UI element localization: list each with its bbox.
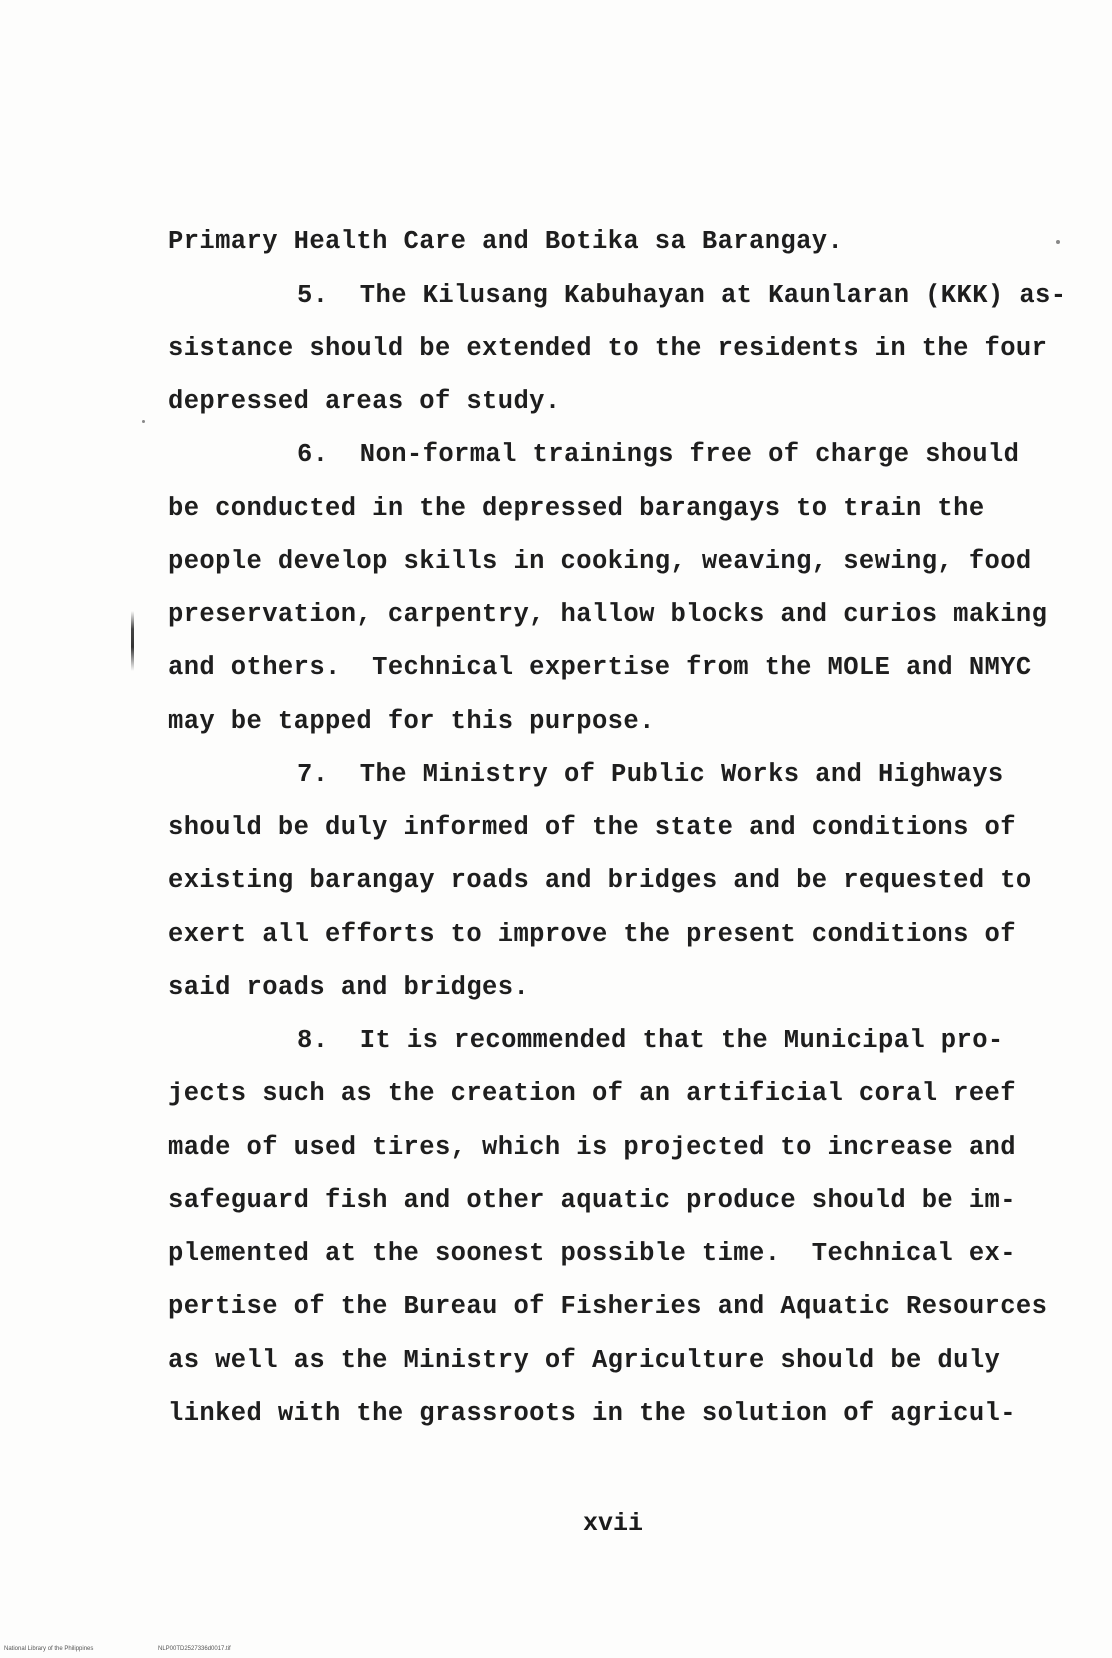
text-line: 5. The Kilusang Kabuhayan at Kaunlaran (KKK) as- [297,281,1067,310]
text-line: may be tapped for this purpose. [168,707,655,736]
speck [1056,240,1060,244]
text-line: and others. Technical expertise from the MOLE and NMYC [168,653,1032,682]
page-number: xvii [583,1509,644,1538]
text-line: sistance should be extended to the residents in the four [168,334,1048,363]
footer-library: National Library of the Philippines [4,1646,94,1652]
text-line: linked with the grassroots in the solution of agricul- [168,1399,1016,1428]
text-line: made of used tires, which is projected to increase and [168,1133,1016,1162]
speck [142,420,145,423]
margin-mark [131,611,134,671]
text-line: should be duly informed of the state and conditions of [168,813,1016,842]
text-line: plemented at the soonest possible time. Technical ex- [168,1239,1016,1268]
text-line: 8. It is recommended that the Municipal pro- [297,1026,1004,1055]
text-line: as well as the Ministry of Agriculture should be duly [168,1346,1001,1375]
text-line: pertise of the Bureau of Fisheries and Aquatic Resources [168,1292,1048,1321]
text-line: 6. Non-formal trainings free of charge should [297,440,1020,469]
text-line: depressed areas of study. [168,387,561,416]
text-line: people develop skills in cooking, weaving, sewing, food [168,547,1032,576]
text-line: 7. The Ministry of Public Works and Highways [297,760,1004,789]
text-line: existing barangay roads and bridges and be requested to [168,866,1032,895]
text-line: jects such as the creation of an artificial coral reef [168,1079,1016,1108]
text-line: be conducted in the depressed barangays to train the [168,494,985,523]
text-line: said roads and bridges. [168,973,530,1002]
text-line: exert all efforts to improve the present conditions of [168,920,1016,949]
text-line: safeguard fish and other aquatic produce should be im- [168,1186,1016,1215]
text-line: Primary Health Care and Botika sa Barangay. [168,227,844,256]
footer-file-id: NLP00TD2527336d0017.tif [158,1646,231,1652]
text-line: preservation, carpentry, hallow blocks and curios making [168,600,1048,629]
